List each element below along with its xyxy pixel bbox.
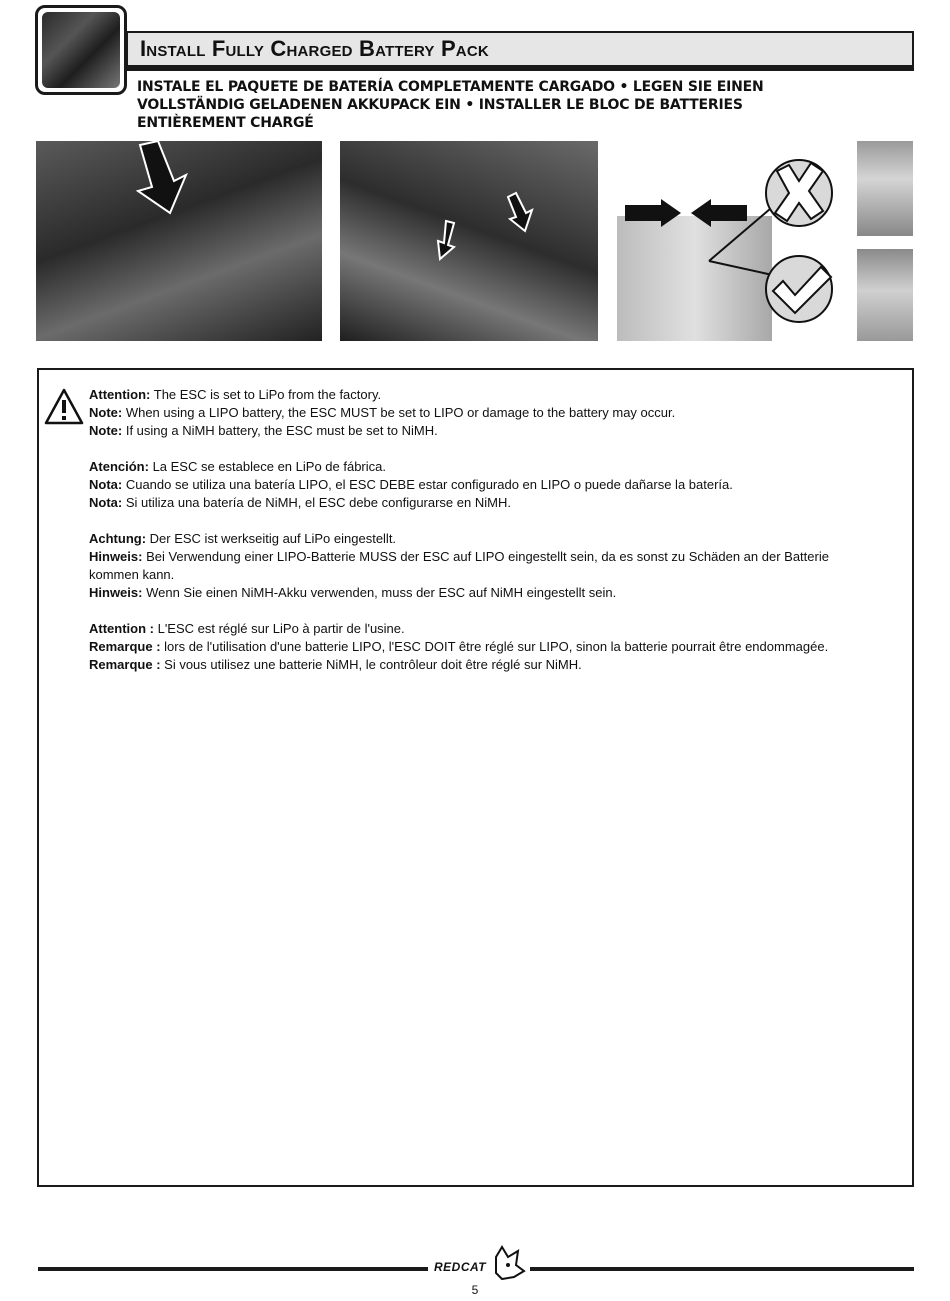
notice-label: Hinweis: bbox=[89, 549, 143, 564]
notice-body: Cuando se utiliza una batería LIPO, el ESC DEBE estar configurado en LIPO o puede dañarse la batería. bbox=[122, 477, 733, 492]
notice-line bbox=[89, 404, 909, 422]
notice-line bbox=[89, 656, 909, 674]
notice-label: Attention: bbox=[89, 387, 151, 402]
section-title-bar bbox=[126, 31, 914, 71]
notice-body: Si utiliza una batería de NiMH, el ESC debe configurarse en NiMH. bbox=[122, 495, 511, 510]
notice-body: kommen kann. bbox=[89, 567, 175, 582]
subtitle-line: VOLLSTÄNDIG GELADENEN AKKUPACK EIN • INSTALLER LE BLOC DE BATTERIES bbox=[137, 97, 743, 113]
header-thumbnail-photo bbox=[35, 5, 127, 95]
notice-body: The ESC is set to LiPo from the factory. bbox=[150, 387, 382, 402]
page-number: 5 bbox=[471, 1283, 479, 1297]
down-arrow-icon bbox=[36, 141, 322, 341]
footer-rule-right bbox=[530, 1267, 914, 1271]
notice-line bbox=[89, 638, 909, 656]
cat-head-logo-icon bbox=[430, 1243, 530, 1283]
notice-body: Der ESC ist werkseitig auf LiPo eingestellt. bbox=[146, 531, 397, 546]
notice-body: lors de l'utilisation d'une batterie LIPO, l'ESC DOIT être réglé sur LIPO, sinon la batterie pourrait être endommagée. bbox=[160, 639, 829, 654]
subtitle-line: INSTALE EL PAQUETE DE BATERÍA COMPLETAMENTE CARGADO • LEGEN SIE EINEN bbox=[137, 79, 764, 95]
notice-line bbox=[89, 584, 909, 602]
attention-notice-box bbox=[37, 368, 914, 1187]
multilingual-subtitle bbox=[137, 78, 837, 132]
photo-connector-plug bbox=[617, 141, 913, 341]
redcat-logo bbox=[430, 1243, 530, 1283]
notice-line bbox=[89, 476, 909, 494]
notice-label: Note: bbox=[89, 405, 123, 420]
notice-label: Nota: bbox=[89, 495, 123, 510]
notice-label: Remarque : bbox=[89, 657, 161, 672]
notice-line bbox=[89, 494, 909, 512]
footer-rule-left bbox=[38, 1267, 428, 1271]
notice-body: If using a NiMH battery, the ESC must be set to NiMH. bbox=[122, 423, 438, 438]
connector-diagram bbox=[617, 141, 913, 341]
notice-label: Remarque : bbox=[89, 639, 161, 654]
left-arrow-icon bbox=[691, 199, 747, 227]
photo-strap-fastening bbox=[340, 141, 598, 341]
notice-paragraph-german bbox=[89, 530, 909, 602]
subtitle-line: ENTIÈREMENT CHARGÉ bbox=[137, 115, 314, 131]
notice-line bbox=[89, 422, 909, 440]
notice-body: When using a LIPO battery, the ESC MUST be set to LIPO or damage to the battery may occur. bbox=[122, 405, 676, 420]
notice-text bbox=[89, 386, 909, 692]
notice-body: Wenn Sie einen NiMH-Akku verwenden, muss der ESC auf NiMH eingestellt sein. bbox=[142, 585, 617, 600]
notice-line bbox=[89, 620, 909, 638]
down-arrow-icon bbox=[340, 141, 598, 341]
notice-label: Achtung: bbox=[89, 531, 147, 546]
notice-body: La ESC se establece en LiPo de fábrica. bbox=[148, 459, 386, 474]
notice-body: Si vous utilisez une batterie NiMH, le contrôleur doit être réglé sur NiMH. bbox=[160, 657, 582, 672]
notice-line bbox=[89, 548, 909, 566]
notice-line bbox=[89, 530, 909, 548]
warning-triangle-icon bbox=[44, 388, 84, 426]
notice-body: L'ESC est réglé sur LiPo à partir de l'usine. bbox=[153, 621, 405, 636]
notice-label: Attention : bbox=[89, 621, 154, 636]
logo-wordmark: REDCAT bbox=[434, 1260, 487, 1274]
page-title: Install Fully Charged Battery Pack bbox=[140, 36, 489, 61]
battery-strap-photo bbox=[42, 12, 120, 88]
notice-line bbox=[89, 458, 909, 476]
notice-label: Nota: bbox=[89, 477, 123, 492]
notice-line bbox=[89, 386, 909, 404]
notice-paragraph-french bbox=[89, 620, 909, 674]
notice-label: Atención: bbox=[89, 459, 149, 474]
notice-label: Note: bbox=[89, 423, 123, 438]
notice-paragraph-spanish bbox=[89, 458, 909, 512]
notice-label: Hinweis: bbox=[89, 585, 143, 600]
photo-battery-placement bbox=[36, 141, 322, 341]
notice-body: Bei Verwendung einer LIPO-Batterie MUSS der ESC auf LIPO eingestellt sein, da es sonst zu Schäden an der Batterie bbox=[142, 549, 829, 564]
notice-paragraph-english bbox=[89, 386, 909, 440]
right-arrow-icon bbox=[625, 199, 681, 227]
notice-line bbox=[89, 566, 909, 584]
